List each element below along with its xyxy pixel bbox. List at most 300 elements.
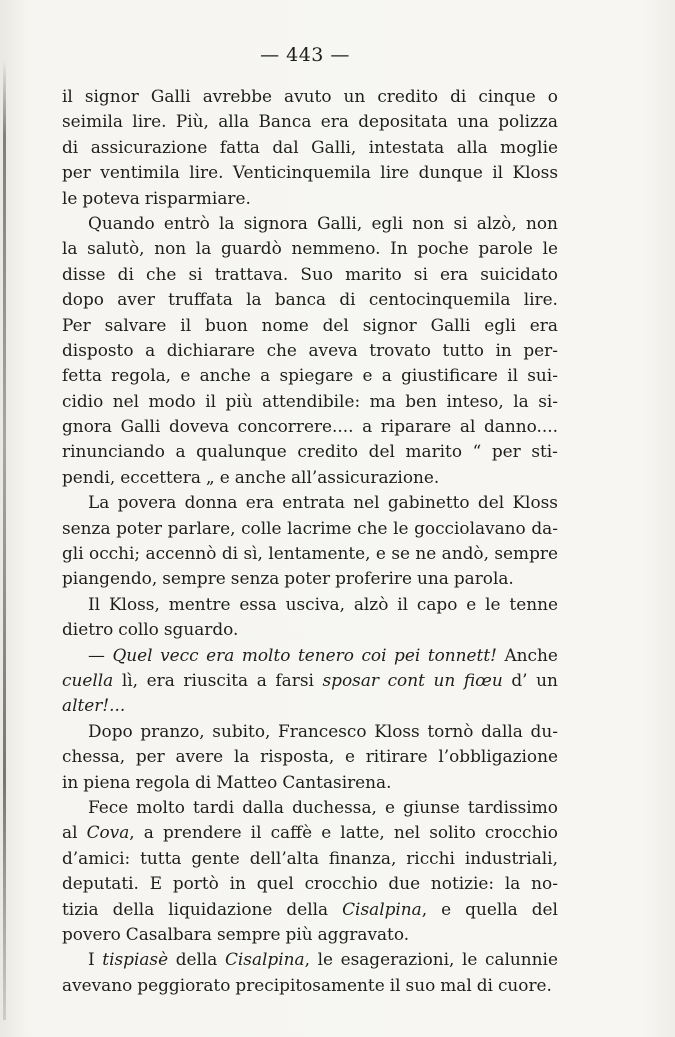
word: della [175,949,218,970]
word: senza [230,568,280,589]
word: le [461,949,478,970]
word: colle [241,517,282,538]
word: gnora [62,416,113,437]
text-line [62,668,558,693]
text-line [62,693,558,718]
page-number: — 443 — [260,44,350,66]
word: Francesco [278,720,367,741]
word: a [175,441,186,462]
word: parole [478,238,533,259]
word: assicurazione [90,136,208,157]
word: lì, [121,669,139,690]
word: solito [429,822,476,843]
word: suicidato [480,263,558,284]
word: fiœu [463,669,503,690]
word: poter [284,568,331,589]
word: la [246,289,262,310]
word: Kloss [512,492,558,513]
word: lire. [189,162,224,183]
word: il [389,974,401,995]
word: più [225,390,253,411]
word: gente [191,847,240,868]
word: disposto [62,339,134,360]
word: salvare [104,314,167,335]
word: a [145,339,156,360]
word: Cova, [86,822,135,843]
text-line [62,186,558,211]
word: ne [415,543,437,564]
word: nome [261,314,309,335]
word: l’obbligazione [438,746,558,767]
word: senza [62,517,111,538]
word: essa [239,593,277,614]
word: pei [394,644,421,665]
word: le [317,949,333,970]
word: parlare, [167,517,236,538]
word: la [62,238,78,259]
word: „ [205,466,215,487]
word: Fece [88,796,129,817]
word: avevano [62,974,133,995]
word: I [88,949,95,970]
word: doveva [168,416,230,437]
word: poche [417,238,469,259]
text-line [62,820,558,845]
word: accennò [145,543,217,564]
word: dell’alta [249,847,320,868]
word: pranzo, [140,720,205,741]
word: Galli, [317,212,363,233]
word: alter!... [62,695,126,716]
word: di [339,289,356,310]
word: e [180,365,191,386]
word: tutta [140,847,182,868]
word: da- [531,517,558,538]
word: tenne [509,593,558,614]
word: tardissimo [467,796,558,817]
text-line [62,414,558,439]
word: duchessa, [292,796,377,817]
word: il [250,822,262,843]
text-line [62,211,558,236]
word: la [504,873,521,894]
word: buon [205,314,248,335]
word: del [368,441,395,462]
word: si [453,212,468,233]
word: fetta [62,365,102,386]
word: alla [218,111,250,132]
word: al [459,416,476,437]
word: notizie: [430,873,495,894]
word: latte, [340,822,385,843]
word: e [375,543,386,564]
word: lentamente, [268,543,371,564]
word: giustificare [401,365,498,386]
word: era [439,263,469,284]
word: Più, [175,111,209,132]
word: tardi [192,796,235,817]
text-line [62,338,558,363]
word: se [391,543,410,564]
word: Suo [300,263,333,284]
word: risparmiare. [144,187,251,208]
word: Venticinquemila [232,162,371,183]
word: Kloss [512,162,558,183]
word: di [221,543,239,564]
word: piena [83,771,131,792]
word: in [495,339,512,360]
word: lire. [132,111,167,132]
text-line [62,160,558,185]
text-line [62,770,558,795]
word: anche [234,466,286,487]
word: dichiarare [166,339,255,360]
word: mentre [168,593,231,614]
word: anche [199,365,251,386]
word: Per [62,314,91,335]
word: e [344,746,355,767]
word: Cantasirena. [282,771,392,792]
text-line [62,287,558,312]
word: si- [538,390,558,411]
word: “ [472,441,482,462]
word: dalla [242,796,284,817]
word: una [457,111,489,132]
word: le [485,593,501,614]
word: sposar [322,669,379,690]
word: andò, [441,543,489,564]
word: in [229,873,246,894]
word: nemmeno. [291,238,381,259]
word: alla [456,136,488,157]
word: intestata [368,136,445,157]
text-line [62,617,558,642]
word: una [417,568,449,589]
word: che [357,517,388,538]
word: tonnett! [427,644,497,665]
word: Quel [112,644,153,665]
word: due [388,873,421,894]
word: d’ [511,669,528,690]
word: prendere [162,822,242,843]
word: disse [62,263,106,284]
word: industriali, [464,847,558,868]
word: ventimila [100,162,180,183]
word: chessa, [62,746,126,767]
word: il [507,365,518,386]
word: marito [345,263,402,284]
word: tutto [442,339,484,360]
word: occhi; [89,543,141,564]
word: signora [243,212,308,233]
word: Kloss, [108,593,160,614]
word: dalla [481,720,523,741]
word: un [343,86,366,106]
word: e [362,365,373,386]
word: banca [274,289,327,310]
word: Dopo [88,720,133,741]
word: depositata [358,111,448,132]
word: di [62,136,79,157]
word: modo [148,390,196,411]
word: nel [112,390,140,411]
word: di [117,263,134,284]
word: avrebbe [202,86,273,106]
word: entrata [282,492,345,513]
word: danno.... [483,416,558,437]
word: non [154,238,187,259]
word: per- [523,339,558,360]
text-line [62,313,558,338]
word: avere [175,746,224,767]
word: du- [530,720,558,741]
word: lacrime [287,517,352,538]
word: dopo [62,289,104,310]
text-line [62,922,558,947]
word: crocchio [484,822,558,843]
word: povera [117,492,177,513]
word: rinunciando [62,441,165,462]
word: del [531,898,558,919]
word: parola. [453,568,514,589]
word: non [525,212,558,233]
word: ben [405,390,437,411]
word: poter [116,517,162,538]
word: mal [440,974,472,995]
word: piangendo, [62,568,158,589]
word: giunse [403,796,460,817]
word: era [146,669,175,690]
word: cinque [478,86,536,106]
word: deputati. [62,873,139,894]
word: d’amici: [62,847,131,868]
word: non [412,212,445,233]
word: povero [62,923,121,944]
word: al [62,822,78,843]
word: centocinquemila [368,289,511,310]
word: alzò, [476,212,517,233]
word: Casalbara [125,923,212,944]
word: Anche [504,644,558,665]
word: inteso, [446,390,504,411]
word: donna [184,492,238,513]
word: In [390,238,408,259]
word: o [547,86,558,106]
word: fatta [219,136,260,157]
word: quella [465,898,518,919]
text-line [62,643,558,668]
text-line [62,363,558,388]
word: all’assicurazione. [290,466,440,487]
word: era [245,492,274,513]
word: a [260,365,271,386]
word: a [362,416,373,437]
word: salutò, [87,238,145,259]
word: della [112,898,155,919]
word: entrò [163,212,210,233]
word: avuto [284,86,332,106]
word: di [450,86,467,106]
word: che [146,263,177,284]
word: per [135,746,165,767]
word: guardò [220,238,282,259]
text-line [62,719,558,744]
text-line [62,465,558,490]
word: caffè [270,822,313,843]
word: suo [405,974,436,995]
word: aggravato. [317,923,410,944]
word: La [88,492,110,513]
word: la [195,238,212,259]
word: gocciolavano [414,517,526,538]
word: sti- [531,441,558,462]
word: quel [256,873,294,894]
word: sui- [527,365,558,386]
word: nel [353,492,380,513]
word: concorrere.... [237,416,354,437]
word: Matteo [216,771,278,792]
word: che [266,339,297,360]
word: sempre [494,543,558,564]
text-line [62,439,558,464]
page-binding-edge [3,60,6,1020]
word: era [206,644,235,665]
word: — [88,644,105,665]
text-line [62,871,558,896]
word: trovato [369,339,431,360]
word: dal [272,136,299,157]
word: e [466,593,477,614]
word: sguardo. [163,619,239,640]
word: la [233,746,250,767]
text-line [62,516,558,541]
word: le [62,187,78,208]
text-line [62,947,558,972]
text-line [62,566,558,591]
word: un [536,669,558,690]
word: esagerazioni, [340,949,455,970]
text-line [62,490,558,515]
word: moglie [500,136,558,157]
word: si [188,263,203,284]
word: cuella [62,669,114,690]
word: e [441,898,452,919]
word: collo [118,619,159,640]
word: vecc [160,644,199,665]
word: regola [135,771,190,792]
text-line [62,973,558,998]
text-line [62,795,558,820]
word: un [433,669,456,690]
word: molto [241,644,291,665]
word: più [285,923,313,944]
word: Galli [150,86,191,106]
text-line [62,389,558,414]
word: subito, [212,720,271,741]
word: a [381,365,392,386]
word: era [320,111,349,132]
word: Il [88,593,101,614]
body-text [62,84,558,998]
word: le [542,238,558,259]
word: Quando [88,212,155,233]
word: calunnie [484,949,558,970]
text-line [62,846,558,871]
word: regola, [111,365,172,386]
word: ritirare [365,746,428,767]
word: Galli [120,416,161,437]
word: tizia [62,898,99,919]
word: usciva, [285,593,345,614]
word: di [476,974,493,995]
word: del [322,314,349,335]
word: gli [62,543,84,564]
text-line [62,592,558,617]
word: alzò [353,593,389,614]
word: risposta, [260,746,335,767]
word: farsi [275,669,314,690]
word: proferire [335,568,412,589]
word: lire. [523,289,558,310]
word: dietro [62,619,114,640]
word: la [219,212,235,233]
word: riparare [380,416,452,437]
text-line [62,262,558,287]
word: aver [117,289,155,310]
word: egli [371,212,404,233]
word: cuore. [497,974,552,995]
word: le [393,517,409,538]
text-line [62,236,558,261]
word: spiegare [279,365,354,386]
word: Cisalpina, [342,898,428,919]
word: E [149,873,163,894]
text-line [62,135,558,160]
word: del [477,492,505,513]
word: truffata [168,289,233,310]
word: per [62,162,91,183]
text-line [62,109,558,134]
word: pendi, [62,466,116,487]
text-line [62,84,558,109]
word: credito [377,86,439,106]
word: si [413,263,428,284]
word: sì, [243,543,263,564]
word: Banca [258,111,312,132]
word: signor [84,86,139,106]
word: crocchio [304,873,378,894]
word: egli [484,314,516,335]
word: il [205,390,217,411]
word: il [180,314,192,335]
word: sempre [162,568,226,589]
word: cidio [62,390,104,411]
word: e [321,822,332,843]
word: dunque [418,162,483,183]
word: capo [416,593,458,614]
word: Kloss [374,720,420,741]
text-line [62,744,558,769]
text-line [62,541,558,566]
word: e [219,466,230,487]
word: molto [136,796,185,817]
word: ma [369,390,396,411]
word: il [62,86,73,106]
word: il [492,162,504,183]
word: signor [362,314,417,335]
word: poteva [82,187,140,208]
word: credito [297,441,359,462]
